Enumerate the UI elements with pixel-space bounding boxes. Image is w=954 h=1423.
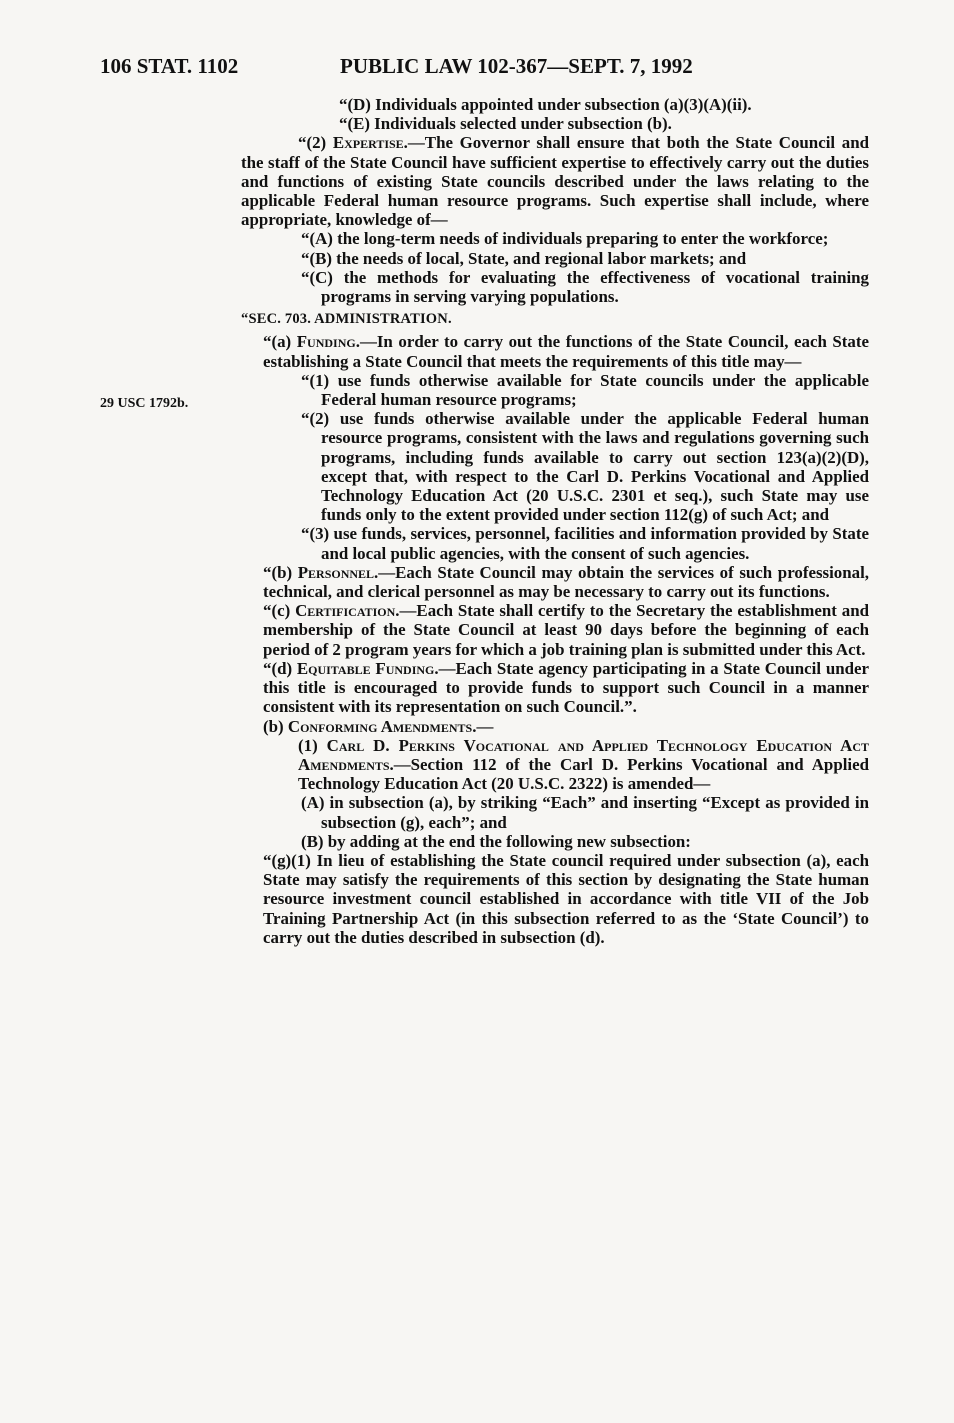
paragraph-c-methods: “(C) the methods for evaluating the effectiveness of vocational training programs in serving varying populations. xyxy=(301,267,869,307)
paragraph-b-markets: “(B) the needs of local, State, and regional labor markets; and xyxy=(301,248,747,268)
perkins-lead: (1) xyxy=(298,735,327,755)
section-heading: “SEC. 703. ADMINISTRATION. xyxy=(241,311,452,328)
law-title: PUBLIC LAW 102-367—SEPT. 7, 1992 xyxy=(340,54,693,78)
paragraph-funding-3: “(3) use funds, services, personnel, facilities and information provided by State and local public agencies, with the consent of such agencies. xyxy=(301,524,869,563)
expertise-heading: Expertise. xyxy=(332,133,408,153)
paragraph-a-needs: “(A) the long-term needs of individuals preparing to enter the workforce; xyxy=(301,229,829,249)
paragraph-perkins-amendments xyxy=(241,736,869,794)
perkins-body: —Section 112 of the Carl D. Perkins Vocational and Applied Technology Education Act (20 U.S.C. 2322) is amended— xyxy=(298,754,869,794)
paragraph-personnel xyxy=(241,563,869,601)
funding-lead: “(a) xyxy=(263,332,297,352)
personnel-lead: “(b) xyxy=(263,562,298,582)
paragraph-amend-a: (A) in subsection (a), by striking “Each” and inserting “Except as provided in subsection (g), each”; and xyxy=(301,793,869,832)
page-identifier: 106 STAT. 1102 xyxy=(100,54,239,78)
equitable-heading: Equitable Funding. xyxy=(296,658,439,678)
paragraph-g1: “(g)(1) In lieu of establishing the State council required under subsection (a), each State may satisfy the requirements of this section by designating the State human resource investment council established in accordance with title VII of the Job Training Partnership Act (in this subsection referred to as the ‘State Council’) to carry out the duties described in subsection (d). xyxy=(263,850,869,947)
statute-text xyxy=(241,95,869,947)
paragraph-funding-1: “(1) use funds otherwise available for State councils under the applicable Federal human resource programs; xyxy=(301,370,869,410)
paragraph-expertise xyxy=(241,133,869,229)
conforming-body: — xyxy=(476,716,494,736)
paragraph-e-individuals: “(E) Individuals selected under subsection (b). xyxy=(339,114,672,134)
equitable-body: —Each State agency participating in a State Council under this title is encouraged to provide funds to support such Council in a manner consistent with its representation on such Council.”. xyxy=(263,658,870,717)
paragraph-d-individuals: “(D) Individuals appointed under subsection (a)(3)(A)(ii). xyxy=(339,95,752,114)
paragraph-certification xyxy=(241,601,869,659)
certification-lead: “(c) xyxy=(263,601,296,621)
perkins-heading: Carl D. Perkins Vocational and Applied Technology Education Act Amendments. xyxy=(298,735,869,774)
margin-citation: 29 USC 1792b. xyxy=(100,396,189,411)
page-header xyxy=(100,54,860,84)
paragraph-equitable-funding xyxy=(241,659,869,717)
conforming-heading: Conforming Amendments. xyxy=(287,716,477,736)
certification-body: —Each State shall certify to the Secretary the establishment and membership of the State Council at least 90 days before the beginning of each period of 2 program years for which a job training plan is submitted under this Act. xyxy=(263,601,869,659)
expertise-lead: “(2) xyxy=(298,133,333,153)
funding-heading: Funding. xyxy=(296,332,360,352)
paragraph-funding-2: “(2) use funds otherwise available under the applicable Federal human resource programs, consistent with the laws and regulations governing such programs, including funds available to carry out section 123(a)(2)(D), except that, with respect to the Carl D. Perkins Vocational and Applied Technology Education Act (20 U.S.C. 2301 et seq.), such State may use funds only to the extent provided under section 112(g) of such Act; and xyxy=(301,409,869,525)
paragraph-amend-b: (B) by adding at the end the following new subsection: xyxy=(301,831,691,851)
funding-body: —In order to carry out the functions of the State Council, each State establishing a State Council that meets the requirements of this title may— xyxy=(263,332,869,371)
paragraph-conforming-amendments xyxy=(241,717,869,736)
personnel-heading: Personnel. xyxy=(297,562,379,582)
expertise-body: —The Governor shall ensure that both the State Council and the staff of the State Council have sufficient expertise to effectively carry out the duties and functions of existing State councils described under the laws relating to the applicable Federal human resource programs. Such expertise shall include, where appropriate, knowledge of— xyxy=(241,133,869,230)
conforming-lead: (b) xyxy=(263,716,288,736)
equitable-lead: “(d) xyxy=(263,658,297,678)
paragraph-funding xyxy=(241,332,869,370)
personnel-body: —Each State Council may obtain the services of such professional, technical, and clerical personnel as may be necessary to carry out its functions. xyxy=(263,562,869,602)
certification-heading: Certification. xyxy=(295,601,400,621)
